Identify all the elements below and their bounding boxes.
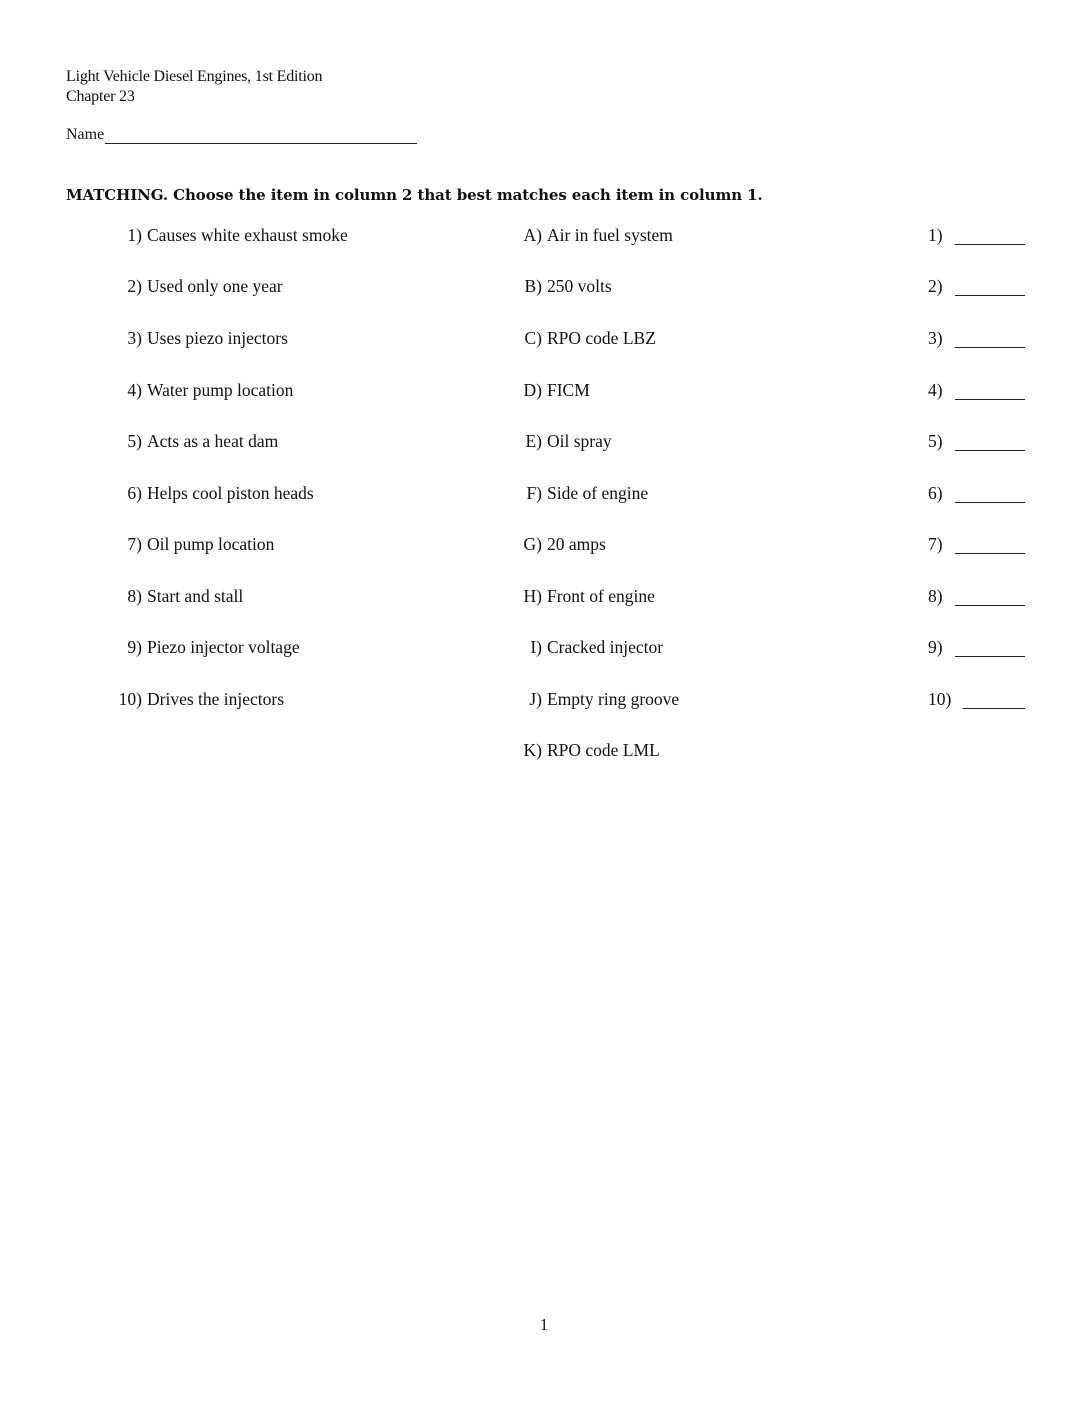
- answer-label: 5): [928, 431, 943, 451]
- item-number: 10): [118, 689, 142, 709]
- answer-blank[interactable]: [963, 708, 1025, 709]
- page-number: 1: [539, 1315, 549, 1334]
- item-text: Helps cool piston heads: [147, 483, 314, 503]
- item-text: Used only one year: [147, 276, 283, 296]
- option-text: Cracked injector: [547, 637, 664, 657]
- name-label: Name: [66, 126, 105, 143]
- answer-label: 9): [928, 637, 943, 657]
- option-letter: I): [530, 637, 542, 657]
- option-text: 20 amps: [547, 534, 606, 554]
- matching-row: [0, 533, 1088, 557]
- matching-row: [0, 430, 1088, 454]
- answer-blank[interactable]: [955, 605, 1025, 606]
- item-text: Drives the injectors: [147, 689, 285, 709]
- matching-row: [0, 482, 1088, 506]
- answer-blank[interactable]: [955, 295, 1025, 296]
- answer-label: 6): [928, 483, 943, 503]
- name-field-row: [66, 125, 417, 144]
- extra-option-row: [0, 739, 1088, 763]
- name-input-line[interactable]: [105, 125, 417, 144]
- book-title: Light Vehicle Diesel Engines, 1st Edition: [66, 68, 323, 85]
- option-text: RPO code LML: [547, 740, 660, 760]
- item-text: Start and stall: [147, 586, 244, 606]
- matching-row: [0, 327, 1088, 351]
- option-letter: E): [525, 431, 542, 451]
- matching-instructions: MATCHING. Choose the item in column 2 that best matches each item in column 1.: [66, 186, 763, 204]
- option-text: 250 volts: [547, 276, 612, 296]
- option-text: Empty ring groove: [547, 689, 680, 709]
- option-letter: F): [526, 483, 542, 503]
- option-letter: A): [523, 225, 542, 245]
- item-number: 5): [127, 431, 142, 451]
- item-text: Causes white exhaust smoke: [147, 225, 348, 245]
- option-letter: G): [523, 534, 542, 554]
- answer-label: 4): [928, 380, 943, 400]
- option-letter: J): [529, 689, 542, 709]
- answer-blank[interactable]: [955, 244, 1025, 245]
- matching-row: [0, 688, 1088, 712]
- answer-label: 3): [928, 328, 943, 348]
- matching-row: [0, 636, 1088, 660]
- answer-blank[interactable]: [955, 399, 1025, 400]
- item-number: 9): [127, 637, 142, 657]
- matching-row: [0, 275, 1088, 299]
- option-letter: D): [523, 380, 542, 400]
- option-text: Oil spray: [547, 431, 612, 451]
- item-number: 8): [127, 586, 142, 606]
- item-number: 3): [127, 328, 142, 348]
- item-text: Water pump location: [147, 380, 294, 400]
- chapter-label: Chapter 23: [66, 88, 135, 105]
- option-text: Air in fuel system: [547, 225, 673, 245]
- matching-row: [0, 585, 1088, 609]
- answer-blank[interactable]: [955, 553, 1025, 554]
- item-text: Oil pump location: [147, 534, 275, 554]
- option-text: Front of engine: [547, 586, 655, 606]
- item-number: 2): [127, 276, 142, 296]
- answer-label: 7): [928, 534, 943, 554]
- option-letter: H): [523, 586, 542, 606]
- item-text: Acts as a heat dam: [147, 431, 279, 451]
- option-letter: C): [524, 328, 542, 348]
- option-letter: B): [524, 276, 542, 296]
- answer-blank[interactable]: [955, 347, 1025, 348]
- option-text: Side of engine: [547, 483, 649, 503]
- matching-row: [0, 379, 1088, 403]
- item-number: 1): [127, 225, 142, 245]
- answer-label: 2): [928, 276, 943, 296]
- option-text: RPO code LBZ: [547, 328, 656, 348]
- answer-label: 8): [928, 586, 943, 606]
- option-text: FICM: [547, 380, 590, 400]
- matching-row: [0, 224, 1088, 248]
- item-text: Uses piezo injectors: [147, 328, 288, 348]
- answer-label: 1): [928, 225, 943, 245]
- answer-label: 10): [928, 689, 952, 709]
- item-number: 6): [127, 483, 142, 503]
- answer-blank[interactable]: [955, 656, 1025, 657]
- option-letter: K): [523, 740, 542, 760]
- answer-blank[interactable]: [955, 502, 1025, 503]
- item-number: 7): [127, 534, 142, 554]
- answer-blank[interactable]: [955, 450, 1025, 451]
- item-text: Piezo injector voltage: [147, 637, 300, 657]
- item-number: 4): [127, 380, 142, 400]
